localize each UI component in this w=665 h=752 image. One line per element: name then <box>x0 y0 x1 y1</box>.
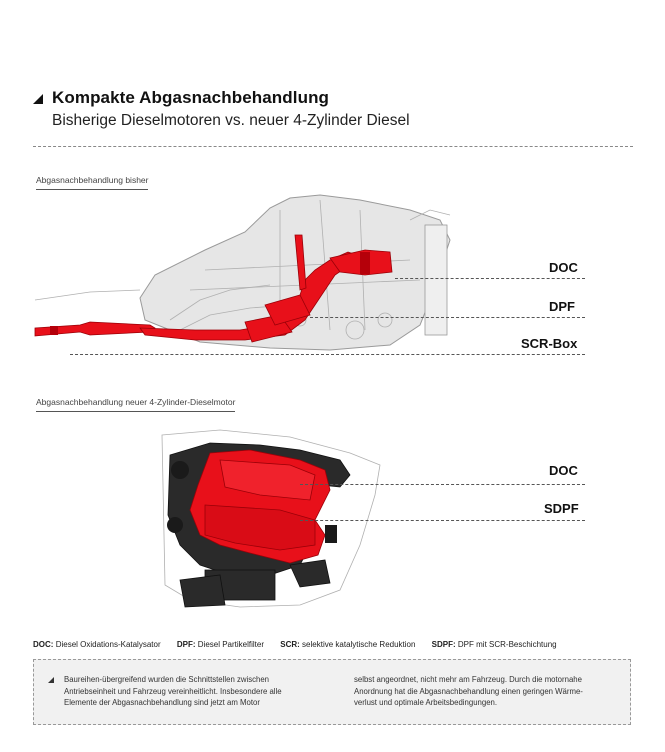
legend-item-dpf: DPF: Diesel Partikelfilter <box>176 640 265 649</box>
dpf-leader-line <box>310 317 585 318</box>
abbreviation-legend <box>33 640 571 649</box>
legend-item-doc: DOC: Diesel Oxidations-Katalysator <box>33 640 161 649</box>
title-row <box>33 88 329 108</box>
legend-item-scr: SCR: selektive katalytische Reduktion <box>280 640 416 649</box>
callout-doc-old: DOC <box>549 260 578 275</box>
sdpf-leader-line <box>300 520 585 521</box>
legend-item-sdpf: SDPF: DPF mit SCR-Beschichtung <box>431 640 557 649</box>
old-engine-illustration <box>30 180 480 370</box>
info-text-col2: selbst angeordnet, nicht mehr am Fahrzeug. Durch die motornahe Anordnung hat die Abgasnachbehandlung einen geringen Wärme-verlust und optimale Arbeitsbedingungen. <box>354 675 583 707</box>
triangle-marker-icon <box>33 94 43 104</box>
callout-sdpf-new: SDPF <box>544 501 579 516</box>
page-subtitle: Bisherige Dieselmotoren vs. neuer 4-Zylinder Diesel <box>52 112 410 129</box>
info-triangle-icon <box>48 677 54 683</box>
scr-leader-line <box>70 354 585 355</box>
section-new-label: Abgasnachbehandlung neuer 4-Zylinder-Dieselmotor <box>36 397 235 412</box>
doc-leader-line <box>395 278 585 279</box>
doc-leader-line-new <box>300 484 585 485</box>
section-old-label: Abgasnachbehandlung bisher <box>36 175 148 190</box>
callout-scr-old: SCR-Box <box>521 336 578 351</box>
callout-doc-new: DOC <box>549 463 578 478</box>
page-title: Kompakte Abgasnachbehandlung <box>52 88 330 107</box>
info-box <box>33 659 631 725</box>
header-divider <box>33 146 633 147</box>
callout-dpf-old: DPF <box>549 299 575 314</box>
info-text-col1: Baureihen-übergreifend wurden die Schnittstellen zwischen Antriebseinheit und Fahrzeug vereinheitlicht. Insbesondere alle Elemente der Abgasnachbehandlung sind jetzt am Motor <box>64 675 282 707</box>
